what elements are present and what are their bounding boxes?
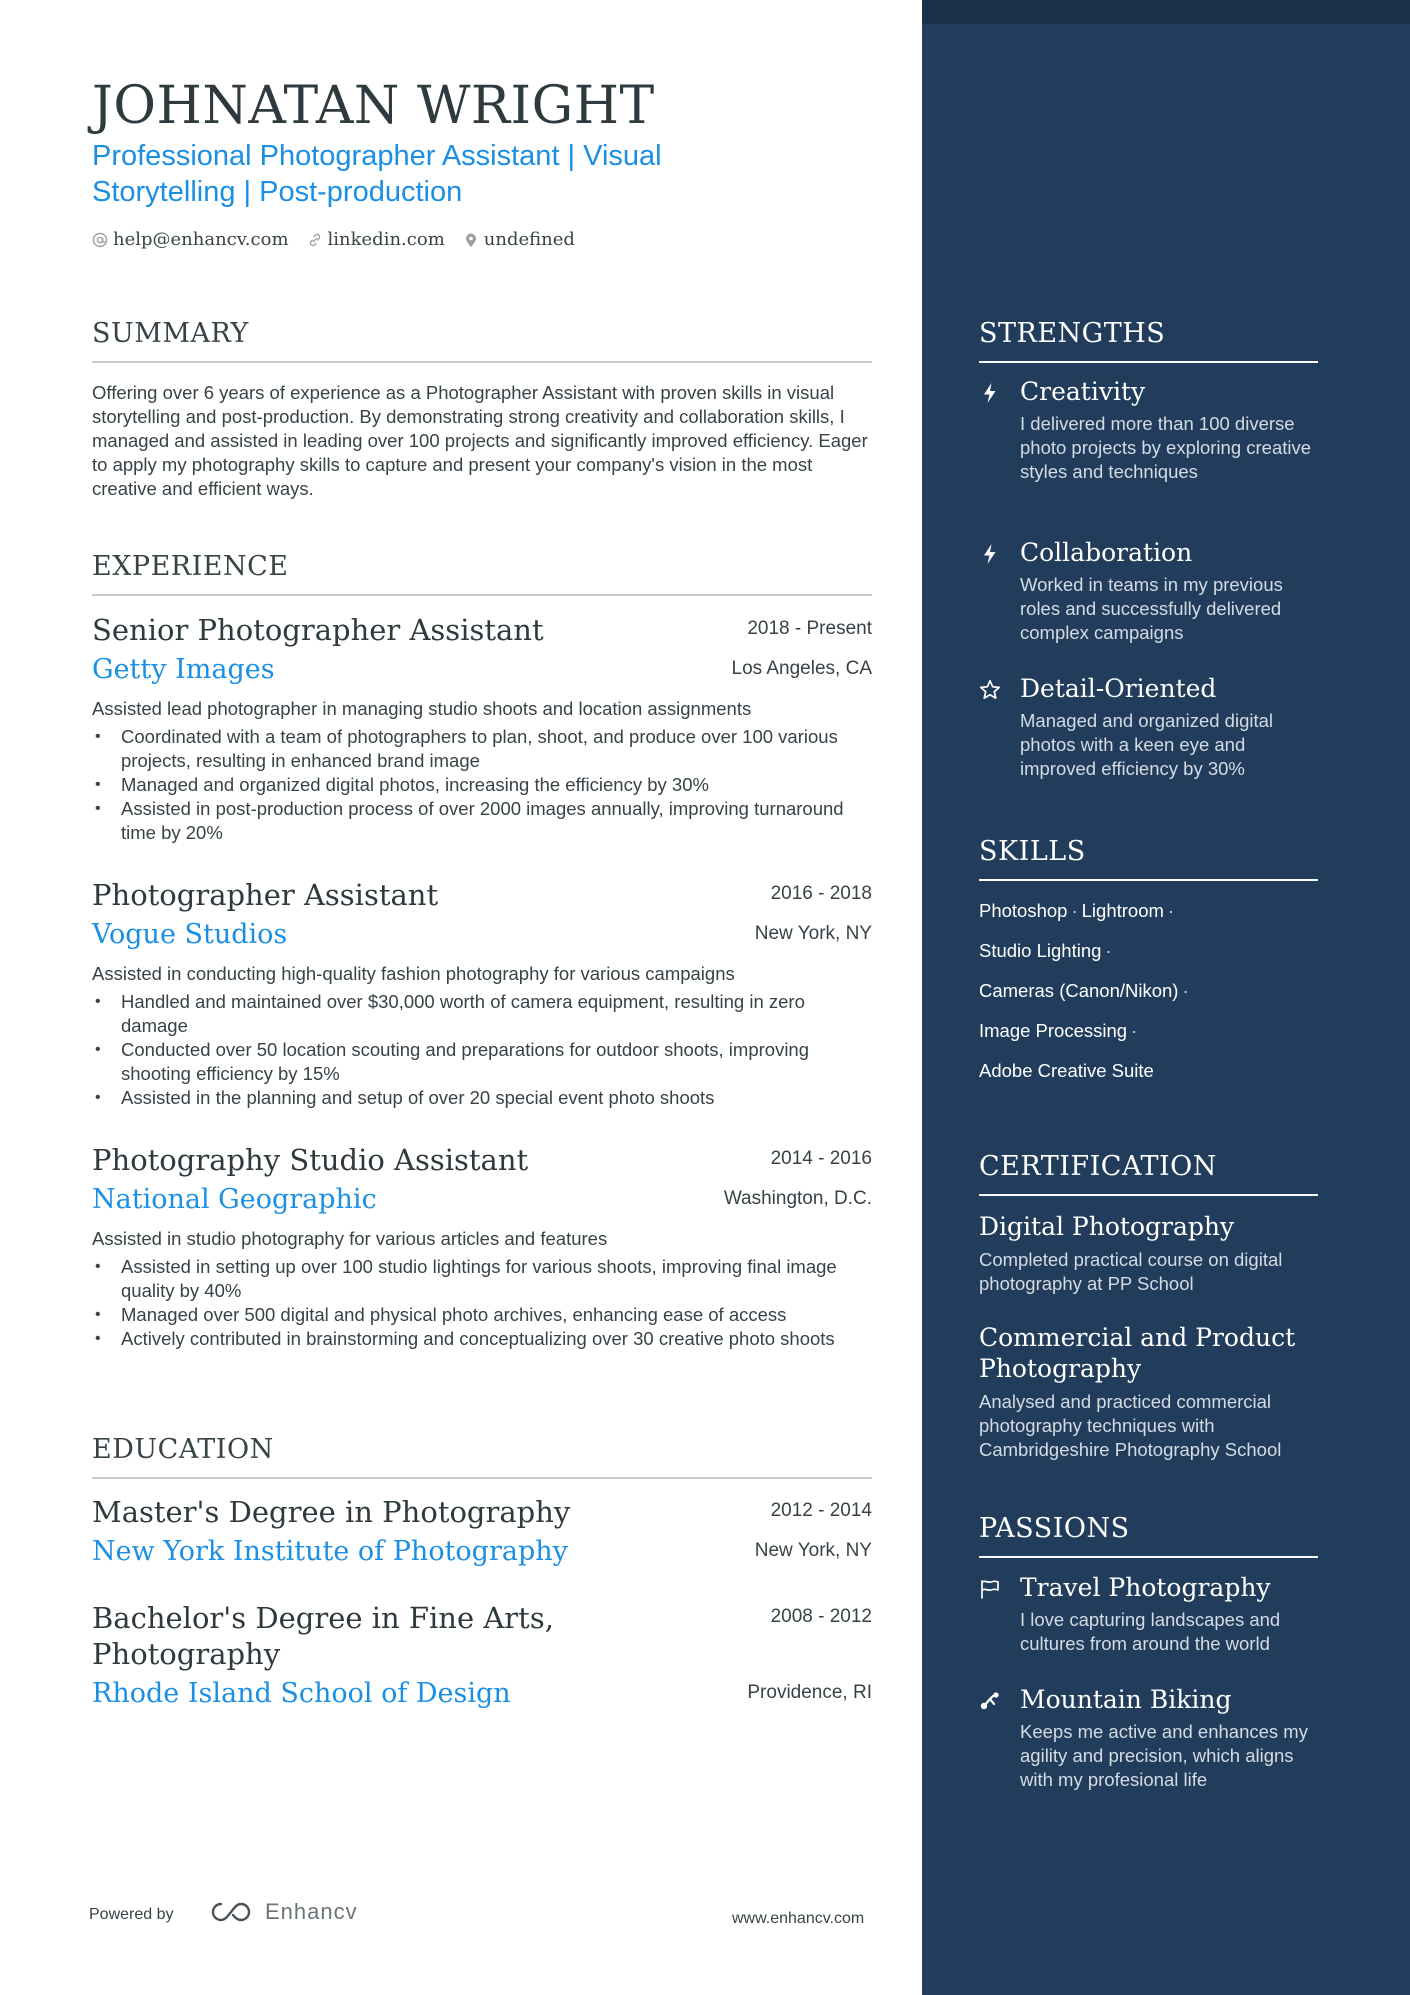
contact-location bbox=[463, 229, 575, 250]
passion-item bbox=[979, 1684, 1318, 1792]
strength-description: I delivered more than 100 diverse photo projects by exploring creative styles and techniques bbox=[1020, 413, 1312, 482]
experience-heading: EXPERIENCE bbox=[92, 551, 872, 596]
star-icon bbox=[979, 679, 1001, 701]
school-location: Providence, RI bbox=[747, 1682, 872, 1703]
contact-bar bbox=[92, 229, 575, 250]
degree-title: Bachelor's Degree in Fine Arts, Photography bbox=[92, 1601, 554, 1671]
enhancv-logo[interactable] bbox=[207, 1899, 358, 1925]
job-dates: 2018 - Present bbox=[747, 618, 872, 639]
certification-heading: CERTIFICATION bbox=[979, 1151, 1318, 1196]
strength-description: Managed and organized digital photos with a keen eye and improved efficiency by 30% bbox=[1020, 710, 1274, 779]
achievement-item: • Managed and organized digital photos, increasing the efficiency by 30% bbox=[92, 773, 872, 797]
skill-tag: Studio Lighting bbox=[979, 940, 1102, 961]
lightning-icon bbox=[979, 382, 1001, 404]
job-description: Assisted in studio photography for various articles and features bbox=[92, 1228, 608, 1249]
contact-location-text: undefined bbox=[483, 229, 575, 250]
skill-tag: Lightroom bbox=[1081, 900, 1164, 921]
passion-description: I love capturing landscapes and cultures from around the world bbox=[1020, 1609, 1281, 1654]
school-name: Rhode Island School of Design bbox=[92, 1678, 511, 1709]
certification-item bbox=[979, 1211, 1318, 1296]
skills-heading: SKILLS bbox=[979, 836, 1318, 881]
skill-separator: · bbox=[1105, 940, 1112, 961]
experience-entry bbox=[92, 1142, 872, 1351]
contact-linkedin-text: linkedin.com bbox=[327, 229, 445, 250]
achievement-item: • Assisted in post-production process of over 2000 images annually, improving turnaround time by 20% bbox=[92, 797, 872, 845]
education-entry bbox=[92, 1600, 872, 1711]
candidate-name: JOHNATAN WRIGHT bbox=[92, 76, 655, 136]
skill-tag: Cameras (Canon/Nikon) bbox=[979, 980, 1179, 1001]
school-name: New York Institute of Photography bbox=[92, 1536, 568, 1567]
company-name: National Geographic bbox=[92, 1184, 377, 1215]
achievement-list bbox=[92, 725, 872, 845]
achievement-item: • Managed over 500 digital and physical photo archives, enhancing ease of access bbox=[92, 1303, 872, 1327]
sidebar-top-bar bbox=[922, 0, 1410, 24]
education-dates: 2008 - 2012 bbox=[770, 1606, 872, 1627]
experience-entry bbox=[92, 612, 872, 845]
education-entry bbox=[92, 1494, 872, 1569]
contact-email[interactable] bbox=[92, 229, 289, 250]
sidebar bbox=[922, 0, 1410, 1995]
location-pin-icon bbox=[463, 232, 479, 248]
skill-separator: · bbox=[1071, 900, 1078, 921]
strength-description: Worked in teams in my previous roles and successfully delivered complex campaigns bbox=[1020, 574, 1283, 643]
skills-list bbox=[979, 899, 1318, 1099]
job-location: Washington, D.C. bbox=[723, 1188, 872, 1209]
skill-separator: · bbox=[1167, 900, 1175, 921]
skill-separator: · bbox=[1182, 980, 1189, 1001]
achievement-item: • Coordinated with a team of photographers to plan, shoot, and produce over 100 various projects, resulting in enhanced brand image bbox=[92, 725, 872, 773]
skill-row bbox=[979, 1059, 1318, 1083]
job-title: Photographer Assistant bbox=[92, 878, 439, 912]
passion-item bbox=[979, 1572, 1318, 1656]
bike-icon bbox=[979, 1690, 1001, 1712]
experience-entry bbox=[92, 877, 872, 1110]
job-location: New York, NY bbox=[754, 923, 872, 944]
passion-title: Travel Photography bbox=[1020, 1573, 1271, 1602]
skill-row bbox=[979, 939, 1318, 963]
strength-item bbox=[979, 537, 1318, 645]
enhancv-logo-icon bbox=[207, 1899, 255, 1925]
strength-item bbox=[979, 673, 1318, 781]
education-heading: EDUCATION bbox=[92, 1434, 872, 1479]
education-dates: 2012 - 2014 bbox=[770, 1500, 872, 1521]
achievement-item: • Conducted over 50 location scouting and preparations for outdoor shoots, improving shooting efficiency by 15% bbox=[92, 1038, 872, 1086]
certification-description: Analysed and practiced commercial photography techniques with Cambridgeshire Photography School bbox=[979, 1391, 1282, 1460]
skill-row bbox=[979, 899, 1318, 923]
passion-title: Mountain Biking bbox=[1020, 1685, 1232, 1714]
footer-url[interactable]: www.enhancv.com bbox=[732, 1910, 865, 1927]
summary-heading: SUMMARY bbox=[92, 318, 872, 363]
lightning-icon bbox=[979, 543, 1001, 565]
skill-tag: Adobe Creative Suite bbox=[979, 1060, 1154, 1081]
enhancv-logo-text: Enhancv bbox=[265, 1899, 358, 1924]
skill-separator: · bbox=[1131, 1020, 1138, 1041]
certification-item bbox=[979, 1322, 1318, 1462]
headline: Professional Photographer Assistant | Visual Storytelling | Post-production bbox=[92, 140, 662, 208]
job-description: Assisted lead photographer in managing studio shoots and location assignments bbox=[92, 698, 752, 719]
achievement-list bbox=[92, 990, 872, 1110]
achievement-item: • Handled and maintained over $30,000 worth of camera equipment, resulting in zero damage bbox=[92, 990, 872, 1038]
certification-title: Commercial and Product Photography bbox=[979, 1323, 1296, 1383]
at-icon bbox=[92, 232, 108, 248]
link-icon bbox=[307, 232, 323, 248]
flag-icon bbox=[979, 1578, 1001, 1600]
company-name: Vogue Studios bbox=[92, 919, 288, 950]
passions-heading: PASSIONS bbox=[979, 1513, 1318, 1558]
certification-description: Completed practical course on digital photography at PP School bbox=[979, 1249, 1283, 1294]
company-name: Getty Images bbox=[92, 654, 275, 685]
achievement-list bbox=[92, 1255, 872, 1351]
job-description: Assisted in conducting high-quality fashion photography for various campaigns bbox=[92, 963, 735, 984]
powered-by-label: Powered by bbox=[89, 1906, 174, 1923]
school-location: New York, NY bbox=[754, 1540, 872, 1561]
job-title: Photography Studio Assistant bbox=[92, 1143, 529, 1177]
achievement-item: • Assisted in the planning and setup of over 20 special event photo shoots bbox=[92, 1086, 872, 1110]
summary-text: Offering over 6 years of experience as a Photographer Assistant with proven skills in visual storytelling and post-production. By demonstrating strong creativity and collaboration skills, I managed and assisted in leading over 100 projects and significantly improved efficiency. Eager to apply my photography skills to capture and present your company's vision in the most creative and efficient ways. bbox=[92, 382, 868, 499]
main-column bbox=[92, 0, 872, 1995]
certification-title: Digital Photography bbox=[979, 1212, 1235, 1241]
job-location: Los Angeles, CA bbox=[731, 658, 872, 679]
passion-description: Keeps me active and enhances my agility and precision, which aligns with my profesional life bbox=[1020, 1721, 1308, 1790]
skill-row bbox=[979, 979, 1318, 1003]
achievement-item: • Assisted in setting up over 100 studio lightings for various shoots, improving final image quality by 40% bbox=[92, 1255, 872, 1303]
achievement-item: • Actively contributed in brainstorming and conceptualizing over 30 creative photo shoots bbox=[92, 1327, 872, 1351]
skill-tag: Photoshop bbox=[979, 900, 1068, 921]
skill-tag: Image Processing bbox=[979, 1020, 1128, 1041]
strength-title: Detail-Oriented bbox=[1020, 674, 1217, 703]
degree-title: Master's Degree in Photography bbox=[92, 1495, 571, 1529]
job-title: Senior Photographer Assistant bbox=[92, 613, 544, 647]
contact-linkedin[interactable] bbox=[307, 229, 445, 250]
job-dates: 2016 - 2018 bbox=[770, 883, 872, 904]
strength-title: Collaboration bbox=[1020, 538, 1193, 567]
strength-title: Creativity bbox=[1020, 377, 1146, 406]
strengths-heading: STRENGTHS bbox=[979, 318, 1318, 363]
job-dates: 2014 - 2016 bbox=[770, 1148, 872, 1169]
skill-row bbox=[979, 1019, 1318, 1043]
contact-email-text: help@enhancv.com bbox=[113, 229, 289, 250]
strength-item bbox=[979, 376, 1318, 484]
